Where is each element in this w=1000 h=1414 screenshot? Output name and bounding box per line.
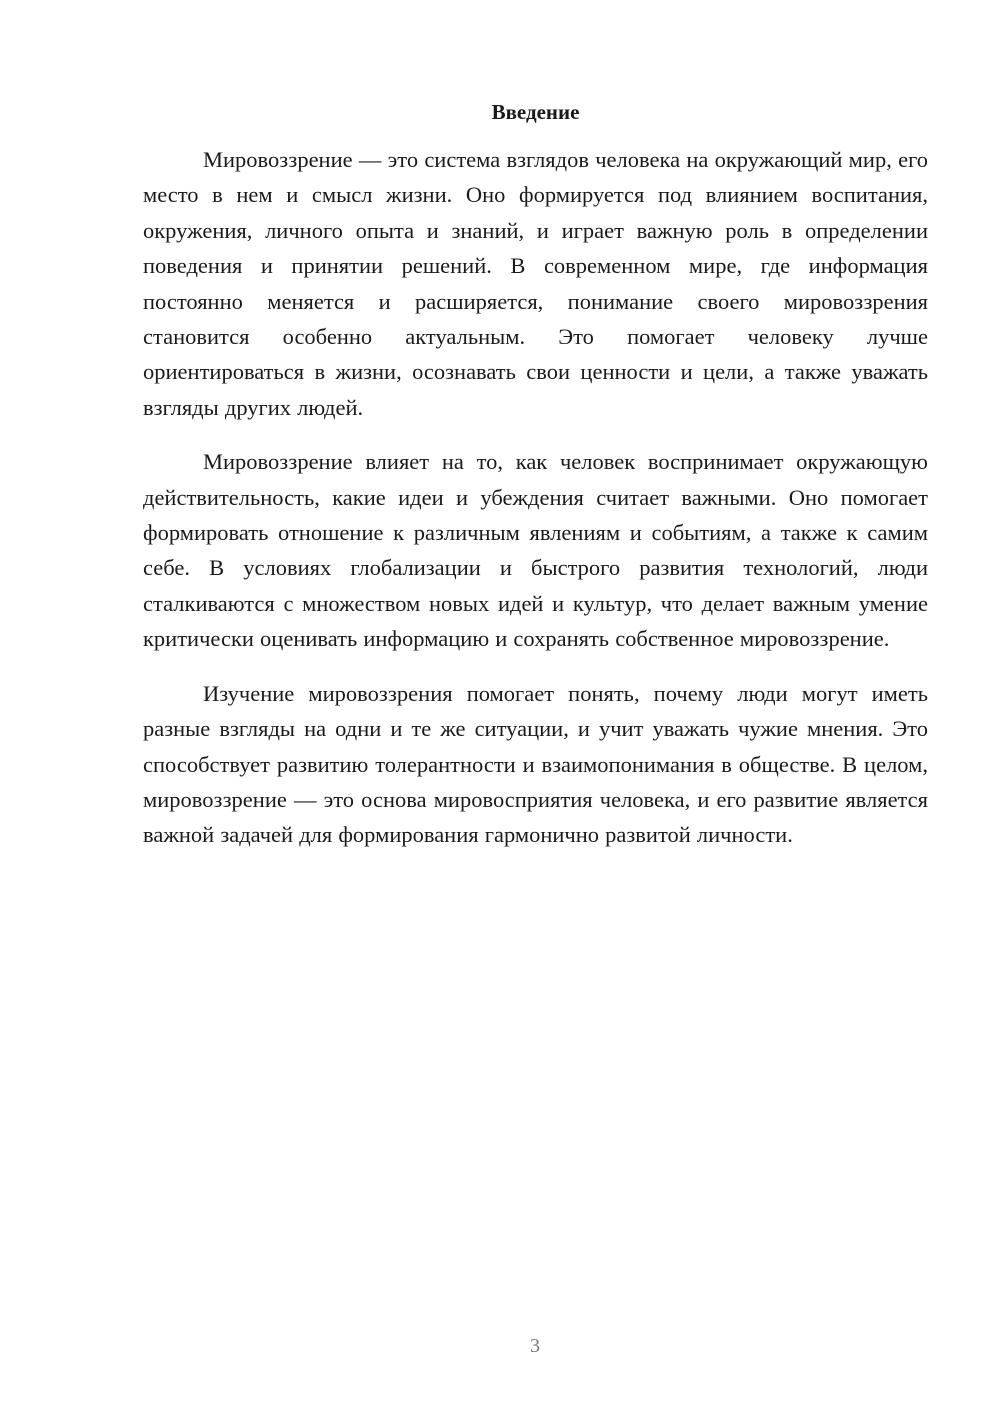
page-number: 3	[530, 1335, 540, 1357]
section-heading: Введение	[491, 100, 580, 124]
paragraph-1: Мировоззрение — это система взглядов человека на окружающий мир, его место в нем и смысл жизни. Оно формируется под влиянием воспитания, окружения, личного опыта и знаний, и играет важную роль в определении поведения и принятии решений. В современном мире, где информация постоянно меняется и расширяется, понимание своего мировоззрения становится особенно актуальным. Это помогает человеку лучше ориентироваться в жизни, осознавать свои ценности и цели, а также уважать взгляды других людей.	[143, 147, 928, 420]
body-text	[143, 142, 928, 872]
paragraph-3: Изучение мировоззрения помогает понять, почему люди могут иметь разные взгляды на одни и те же ситуации, и учит уважать чужие мнения. Это способствует развитию толерантности и взаимопонимания в обществе. В целом, мировоззрение — это основа мировосприятия человека, и его развитие является важной задачей для формирования гармонично развитой личности.	[143, 680, 928, 848]
paragraph-2: Мировоззрение влияет на то, как человек воспринимает окружающую действительность, какие идеи и убеждения считает важными. Оно помогает формировать отношение к различным явлениям и событиям, а также к самим себе. В условиях глобализации и быстрого развития технологий, люди сталкиваются с множеством новых идей и культур, что делает важным умение критически оценивать информацию и сохранять собственное мировоззрение.	[143, 449, 928, 652]
